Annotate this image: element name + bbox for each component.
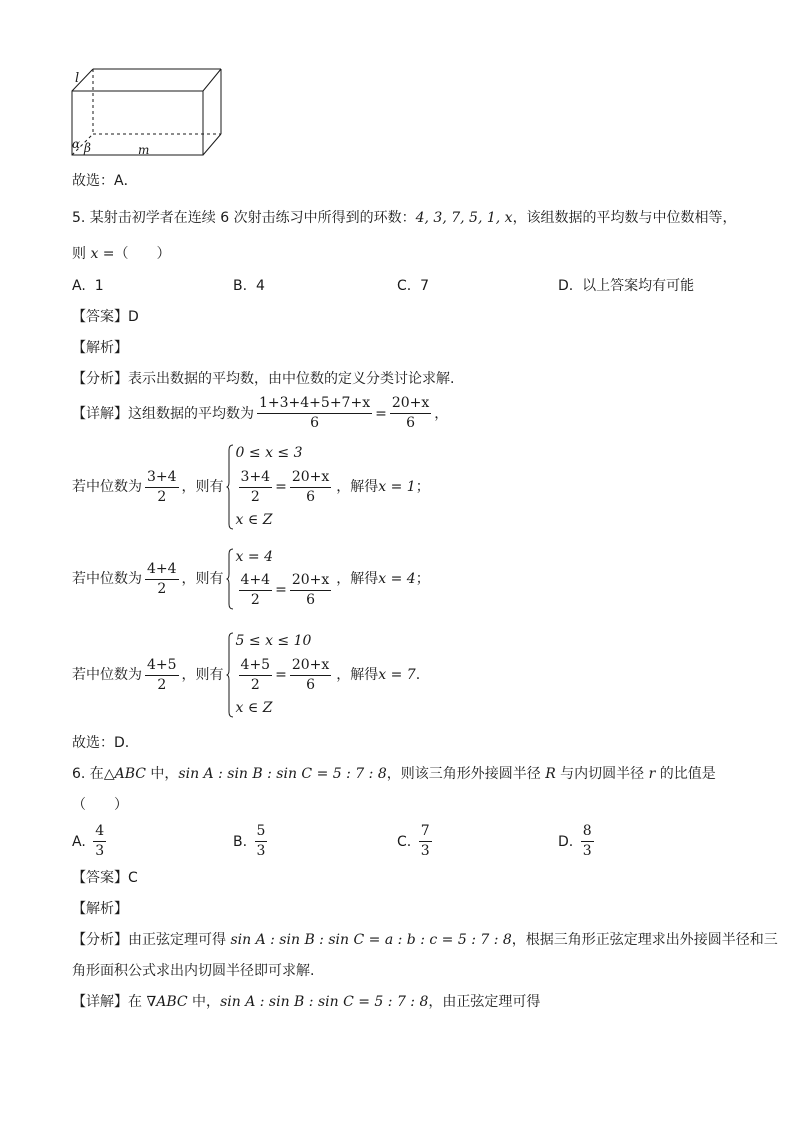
q6-ratio: sin A : sin B : sin C = 5 : 7 : 8 <box>178 766 387 782</box>
q5-suffix: ，该组数据的平均数与中位数相等， <box>512 210 737 226</box>
fenxi-b: ，根据三角形正弦定理求出外接圆半径和三 <box>511 932 778 948</box>
frac-den: 6 <box>306 592 316 608</box>
option-label: C. <box>397 278 412 294</box>
system-rows <box>234 444 335 530</box>
option-fraction <box>93 822 106 861</box>
option-label: B. <box>233 833 248 850</box>
frac-den: 2 <box>250 488 260 505</box>
option-value: 4 <box>255 278 265 294</box>
q6-paren: （ ） <box>72 797 128 813</box>
frac-num: 1+3+4+5+7+x <box>257 394 372 414</box>
option-fraction <box>581 822 594 861</box>
frac-den: 2 <box>157 488 167 505</box>
frac-den: 3 <box>256 843 266 859</box>
left-brace-icon <box>226 632 234 718</box>
result-value: x = 1 <box>378 479 416 495</box>
cuboid-diagram <box>68 64 228 160</box>
fenxi-a: 由正弦定理可得 <box>128 932 231 948</box>
q6-option-a <box>72 822 109 861</box>
frac-den: 2 <box>250 676 260 693</box>
q6-answer <box>72 868 138 888</box>
result-value: x = 4 <box>378 571 416 587</box>
condition-range: 5 ≤ x ≤ 10 <box>235 633 312 649</box>
result-lead: ，解得 <box>336 479 379 495</box>
q5-case-1 <box>72 444 430 530</box>
equals-sign: = <box>375 405 387 422</box>
case-lead: 若中位数为 <box>72 571 142 587</box>
q5-stem-line2 <box>72 244 171 264</box>
q5-case-3 <box>72 632 420 718</box>
case-mid: ，则有 <box>181 479 224 495</box>
median-fraction <box>145 656 179 695</box>
frac-num: 4+4 <box>239 571 273 591</box>
q5-case-2 <box>72 548 430 610</box>
q6-suffix3: 的比值是 <box>655 766 716 782</box>
frac-den: 3 <box>95 843 105 859</box>
result-end: ； <box>415 571 430 587</box>
equation-system <box>226 444 335 530</box>
frac-num: 7 <box>419 822 432 842</box>
option-value: 以上答案均有可能 <box>582 278 695 294</box>
option-value: 7 <box>420 278 430 294</box>
cuboid-figure <box>68 64 228 164</box>
option-fraction <box>255 822 268 861</box>
q5-option-b <box>233 276 265 296</box>
answer-tag: 【答案】 <box>72 870 128 886</box>
q6-triangle: △ABC <box>103 766 146 782</box>
frac-num: 4+4 <box>145 560 179 580</box>
label-alpha: α <box>72 137 81 151</box>
frac-den: 6 <box>306 488 316 505</box>
frac-den: 2 <box>250 592 260 608</box>
xiangjie-b: 中， <box>187 994 221 1010</box>
answer-value: D <box>128 309 139 325</box>
q6-xiangjie <box>72 992 540 1012</box>
xiangjie-triangle: ∇ABC <box>146 994 188 1010</box>
frac-num: 20+x <box>390 394 431 414</box>
frac-den: 6 <box>406 415 416 431</box>
frac-num: 20+x <box>290 571 331 591</box>
q5-option-a <box>72 276 104 296</box>
rhs-fraction <box>290 571 331 610</box>
q6-option-b <box>233 822 270 861</box>
result-lead: ，解得 <box>336 667 379 683</box>
mean-fraction <box>257 394 372 433</box>
condition-range: 0 ≤ x ≤ 3 <box>235 445 303 461</box>
system-rows <box>234 632 335 718</box>
fenxi-text: 表示出数据的平均数，由中位数的定义分类讨论求解. <box>128 371 455 387</box>
comma: ， <box>434 405 449 422</box>
label-m: m <box>138 143 150 157</box>
xiangjie-tag: 【详解】 <box>72 405 128 422</box>
lhs-fraction <box>239 468 273 507</box>
fenxi-ratio: sin A : sin B : sin C = a : b : c = 5 : 7 : 8 <box>230 932 512 948</box>
frac-den: 6 <box>310 415 319 431</box>
condition-equation: $\frac{4+4}{2}$ = $\frac{20+x}{6}$ <box>240 572 330 608</box>
q6-prefix: 6. 在 <box>72 766 104 782</box>
option-label: D. <box>558 833 574 850</box>
frac-num: 3+4 <box>145 468 179 488</box>
frac-den: 2 <box>157 580 167 597</box>
frac-num: 4 <box>93 822 106 842</box>
frac-den: 6 <box>306 676 316 693</box>
q5-line2-suffix: =（ ） <box>98 246 171 262</box>
xiangjie-a: 在 <box>128 994 147 1010</box>
frac-den: 3 <box>420 843 430 859</box>
condition-integer: x ∈ Z <box>235 512 273 528</box>
system-rows <box>234 548 335 610</box>
frac-num: 4+5 <box>145 656 179 676</box>
frac-num: 3+4 <box>239 468 273 488</box>
result-end: . <box>415 667 421 683</box>
median-fraction <box>145 560 179 599</box>
answer-value: C <box>128 870 138 886</box>
result-lead: ，解得 <box>336 571 379 587</box>
q6-R: R <box>545 766 556 782</box>
condition-value: x = 4 <box>235 549 273 565</box>
option-fraction <box>419 822 432 861</box>
result-value: x = 7 <box>378 667 416 683</box>
option-label: B. <box>233 278 248 294</box>
xiangjie-tag: 【详解】 <box>72 994 128 1010</box>
q6-suffix: ，则该三角形外接圆半径 <box>386 766 546 782</box>
q5-conclusion: 故选：D. <box>72 735 130 751</box>
q6-fenxi <box>72 930 778 950</box>
fenxi-tag: 【分析】 <box>72 932 128 948</box>
lhs-fraction <box>239 571 273 610</box>
frac-num: 4+5 <box>239 656 273 676</box>
equation-system <box>226 548 335 610</box>
rhs-fraction <box>290 468 331 507</box>
median-fraction <box>145 468 179 507</box>
frac-num: 8 <box>581 822 594 842</box>
q5-line2-prefix: 则 <box>72 246 91 262</box>
case-mid: ，则有 <box>181 571 224 587</box>
q6-analysis-tag: 【解析】 <box>72 901 128 917</box>
case-lead: 若中位数为 <box>72 667 142 683</box>
q6-r: r <box>648 766 656 782</box>
q6-fenxi-line2: 角形面积公式求出内切圆半径即可求解. <box>72 963 315 979</box>
q5-analysis-tag: 【解析】 <box>72 340 128 356</box>
condition-integer: x ∈ Z <box>235 700 273 716</box>
option-label: A. <box>72 278 86 294</box>
q4-answer-line: 故选：A． <box>72 173 138 189</box>
label-beta: β <box>84 141 91 155</box>
q6-option-d <box>558 822 597 861</box>
case-lead: 若中位数为 <box>72 479 142 495</box>
result-end: ； <box>415 479 430 495</box>
q5-data: 4, 3, 7, 5, 1, x <box>415 210 513 226</box>
option-label: C. <box>397 833 412 850</box>
equation-system <box>226 632 335 718</box>
q5-prefix: 5. 某射击初学者在连续 6 次射击练习中所得到的环数： <box>72 210 416 226</box>
fenxi-tag: 【分析】 <box>72 371 128 387</box>
left-brace-icon <box>226 444 234 530</box>
left-brace-icon <box>226 548 234 610</box>
mean-fraction-simplified <box>390 394 431 433</box>
xiangjie-c: ，由正弦定理可得 <box>428 994 541 1010</box>
q5-option-c <box>397 276 429 296</box>
q5-fenxi <box>72 369 454 389</box>
label-l: l <box>75 71 80 86</box>
rhs-fraction <box>290 656 331 695</box>
frac-num: 5 <box>255 822 268 842</box>
option-label: D. <box>558 278 574 294</box>
q6-mid: 中， <box>145 766 179 782</box>
condition-equation: $\frac{3+4}{2}$ = $\frac{20+x}{6}$ <box>240 468 330 505</box>
frac-num: 20+x <box>290 468 331 488</box>
case-mid: ，则有 <box>181 667 224 683</box>
frac-den: 3 <box>582 843 592 859</box>
q5-stem <box>72 208 737 228</box>
option-value: 1 <box>94 278 104 294</box>
answer-tag: 【答案】 <box>72 309 128 325</box>
q5-answer <box>72 307 139 327</box>
q5-var: x <box>90 246 99 262</box>
frac-den: 2 <box>157 676 167 693</box>
q6-stem <box>72 764 716 784</box>
frac-num: 20+x <box>290 656 331 676</box>
q5-xiangjie <box>72 394 448 433</box>
q6-suffix2: 与内切圆半径 <box>555 766 649 782</box>
q5-option-d <box>558 276 694 296</box>
condition-equation: $\frac{4+5}{2}$ = $\frac{20+x}{6}$ <box>240 656 330 693</box>
q6-option-c <box>397 822 435 861</box>
option-label: A. <box>72 833 86 850</box>
xiangjie-text: 这组数据的平均数为 <box>128 405 254 422</box>
lhs-fraction <box>239 656 273 695</box>
xiangjie-ratio: sin A : sin B : sin C = 5 : 7 : 8 <box>220 994 429 1010</box>
